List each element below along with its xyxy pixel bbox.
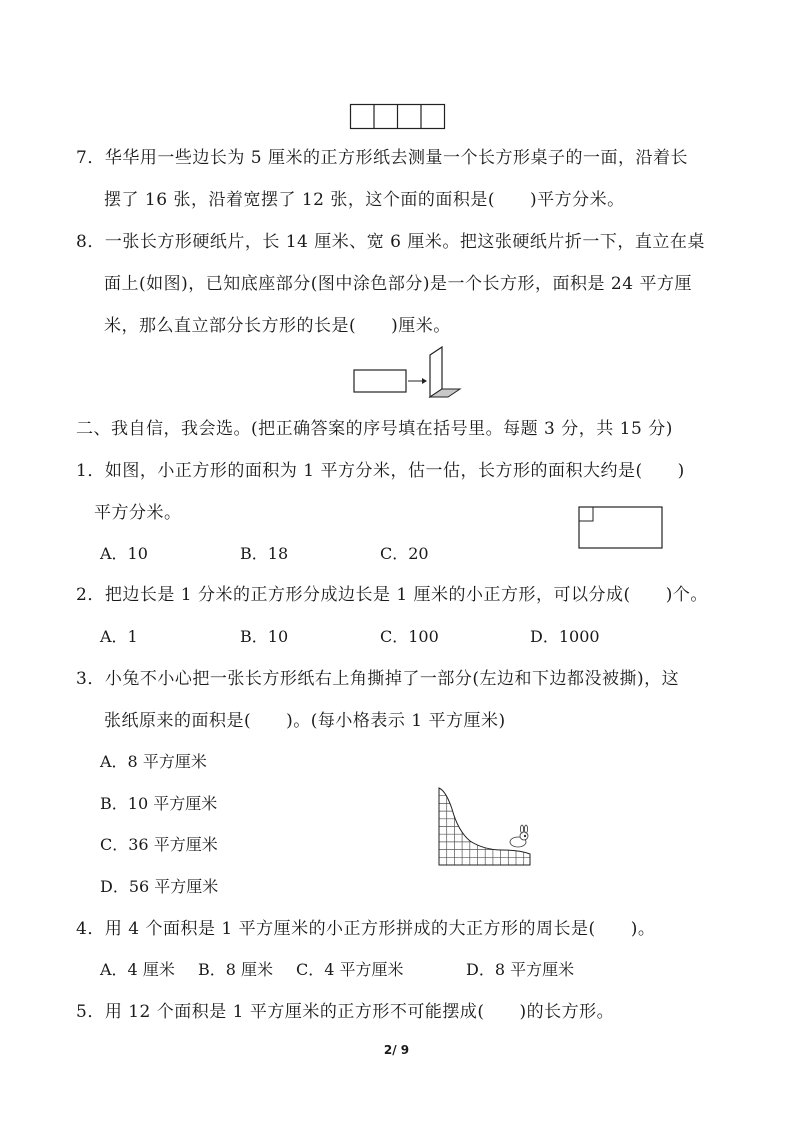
s2q2-option-c: C．100 xyxy=(380,627,439,646)
fold-cardboard-figure xyxy=(352,345,472,405)
q8-line-3: 米，那么直立部分长方形的长是( )厘米。 xyxy=(104,316,451,336)
s2q3-option-a: A．8 平方厘米 xyxy=(100,752,207,771)
rectangle-with-small-square-figure xyxy=(578,506,664,550)
s2q3-line-2: 张纸原来的面积是( )。(每小格表示 1 平方厘米) xyxy=(104,711,506,731)
s2q3-option-c: C．36 平方厘米 xyxy=(100,835,218,854)
s2q4-option-a: A．4 厘米 xyxy=(100,960,175,979)
s2q4-option-c: C．4 平方厘米 xyxy=(296,960,404,979)
q8-line-2: 面上(如图)，已知底座部分(图中涂色部分)是一个长方形，面积是 24 平方厘 xyxy=(104,274,692,294)
s2q1-option-a: A．10 xyxy=(100,544,148,563)
s2q2-option-b: B．10 xyxy=(240,627,289,646)
s2q1-line-2: 平方分米。 xyxy=(94,503,182,523)
s2q3-option-b: B．10 平方厘米 xyxy=(100,794,218,813)
q7-line-2: 摆了 16 张，沿着宽摆了 12 张，这个面的面积是( )平方分米。 xyxy=(104,190,625,210)
s2q2-line-1: 2．把边长是 1 分米的正方形分成边长是 1 厘米的小正方形，可以分成( )个。 xyxy=(76,585,708,605)
s2q2-option-a: A．1 xyxy=(100,627,138,646)
torn-grid-paper-figure xyxy=(438,787,538,867)
s2q1-option-b: B．18 xyxy=(240,544,289,563)
s2q2-option-d: D．1000 xyxy=(530,627,600,646)
s2q5-line-1: 5．用 12 个面积是 1 平方厘米的正方形不可能摆成( )的长方形。 xyxy=(76,1002,615,1022)
section-2-heading: 二、我自信，我会选。(把正确答案的序号填在括号里。每题 3 分，共 15 分) xyxy=(76,419,673,439)
s2q4-line-1: 4．用 4 个面积是 1 平方厘米的小正方形拼成的大正方形的周长是( )。 xyxy=(76,919,656,939)
s2q1-option-c: C．20 xyxy=(380,544,429,563)
q7-line-1: 7．华华用一些边长为 5 厘米的正方形纸去测量一个长方形桌子的一面，沿着长 xyxy=(76,148,688,168)
page-number: 2/ 9 xyxy=(383,1043,410,1057)
s2q1-line-1: 1．如图，小正方形的面积为 1 平方分米，估一估，长方形的面积大约是( ) xyxy=(76,461,685,481)
rabbit-icon xyxy=(510,825,528,847)
s2q4-option-b: B．8 厘米 xyxy=(198,960,274,979)
s2q3-line-1: 3．小兔不小心把一张长方形纸右上角撕掉了一部分(左边和下边都没被撕)，这 xyxy=(76,669,680,689)
s2q4-option-d: D．8 平方厘米 xyxy=(466,960,575,979)
s2q3-option-d: D．56 平方厘米 xyxy=(100,877,219,896)
q8-line-1: 8．一张长方形硬纸片，长 14 厘米、宽 6 厘米。把这张硬纸片折一下，直立在桌 xyxy=(76,232,705,252)
four-squares-figure xyxy=(350,104,446,130)
